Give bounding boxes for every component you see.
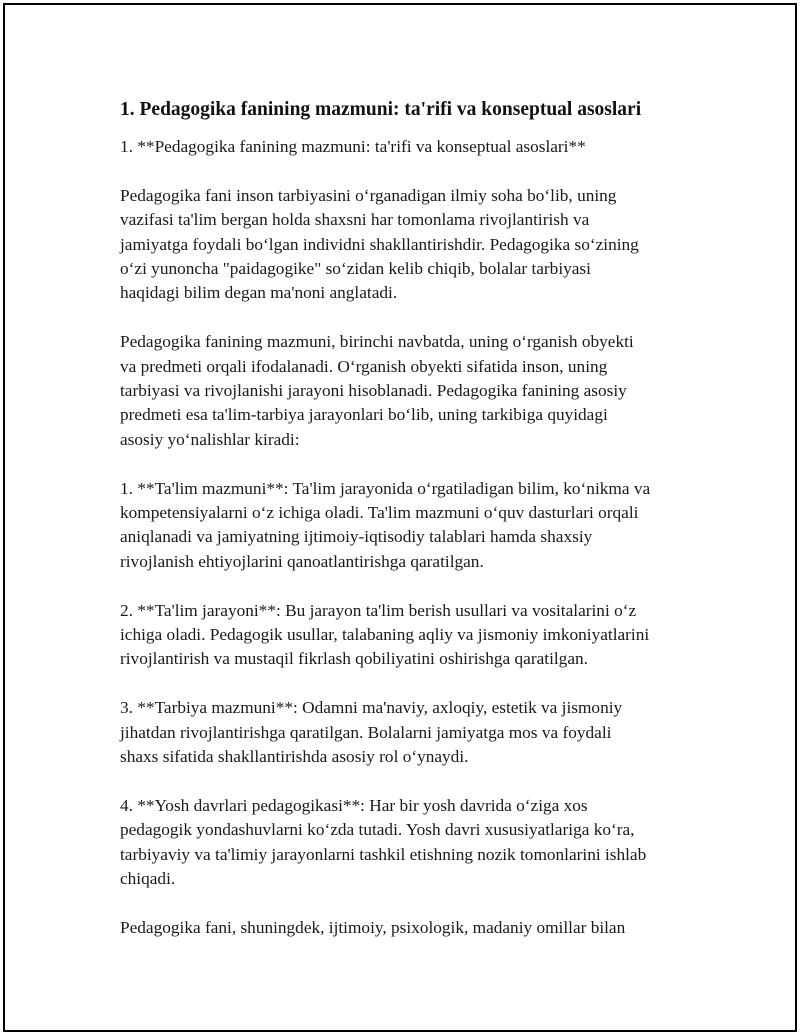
paragraph-closing: Pedagogika fani, shuningdek, ijtimoiy, psixologik, madaniy omillar bilan xyxy=(120,917,626,937)
list-item-tarbiya-mazmuni: 3. **Tarbiya mazmuni**: Odamni ma'naviy, axloqiy, estetik va jismoniy jihatdan rivojlantirishga qaratilgan. Bolalarni jamiyatga mos va foydali shaxs sifatida shakllantirishda asosiy rol oʻynaydi. xyxy=(120,698,623,767)
document-body xyxy=(120,97,700,965)
document-page xyxy=(3,3,797,1032)
document-heading: 1. Pedagogika fanining mazmuni: ta'rifi va konseptual asoslari xyxy=(120,99,642,120)
paragraph-definition: Pedagogika fani inson tarbiyasini oʻrganadigan ilmiy soha boʻlib, uning vazifasi ta'lim bergan holda shaxsni har tomonlama rivojlantirish va jamiyatga foydali boʻlgan individni shakllantirishdir. Pedagogika soʻzining oʻzi yunoncha "paidagogike" soʻzidan kelib chiqib, bolalar tarbiyasi haqidagi bilim degan ma'noni anglatadi. xyxy=(120,185,639,303)
list-item-talim-mazmuni: 1. **Ta'lim mazmuni**: Ta'lim jarayonida oʻrgatiladigan bilim, koʻnikma va kompetensiyalarni oʻz ichiga oladi. Ta'lim mazmuni oʻquv dasturlari orqali aniqlanadi va jamiyatning ijtimoiy-iqtisodiy talablari hamda shaxsiy rivojlanish ehtiyojlarini qanoatlantirishga qaratilgan. xyxy=(120,478,651,571)
paragraph-subject: Pedagogika fanining mazmuni, birinchi navbatda, uning oʻrganish obyekti va predmeti orqali ifodalanadi. Oʻrganish obyekti sifatida inson, uning tarbiyasi va rivojlanishi jarayoni hisoblanadi. Pedagogika fanining asosiy predmeti esa ta'lim-tarbiya jarayonlari boʻlib, uning tarkibiga quyidagi asosiy yoʻnalishlar kiradi: xyxy=(120,332,634,449)
paragraph-title-repeat: 1. **Pedagogika fanining mazmuni: ta'rifi va konseptual asoslari** xyxy=(120,137,586,156)
list-item-yosh-davrlari: 4. **Yosh davrlari pedagogikasi**: Har bir yosh davrida oʻziga xos pedagogik yondashuvlarni koʻzda tutadi. Yosh davri xususiyatlariga koʻra, tarbiyaviy va ta'limiy jarayonlarni tashkil etishning nozik tomonlarini ishlab chiqadi. xyxy=(120,795,647,889)
list-item-talim-jarayoni: 2. **Ta'lim jarayoni**: Bu jarayon ta'lim berish usullari va vositalarini oʻz ichiga oladi. Pedagogik usullar, talabaning aqliy va jismoniy imkoniyatlarini rivojlantirish va mustaqil fikrlash qobiliyatini oshirishga qaratilgan. xyxy=(120,600,650,669)
